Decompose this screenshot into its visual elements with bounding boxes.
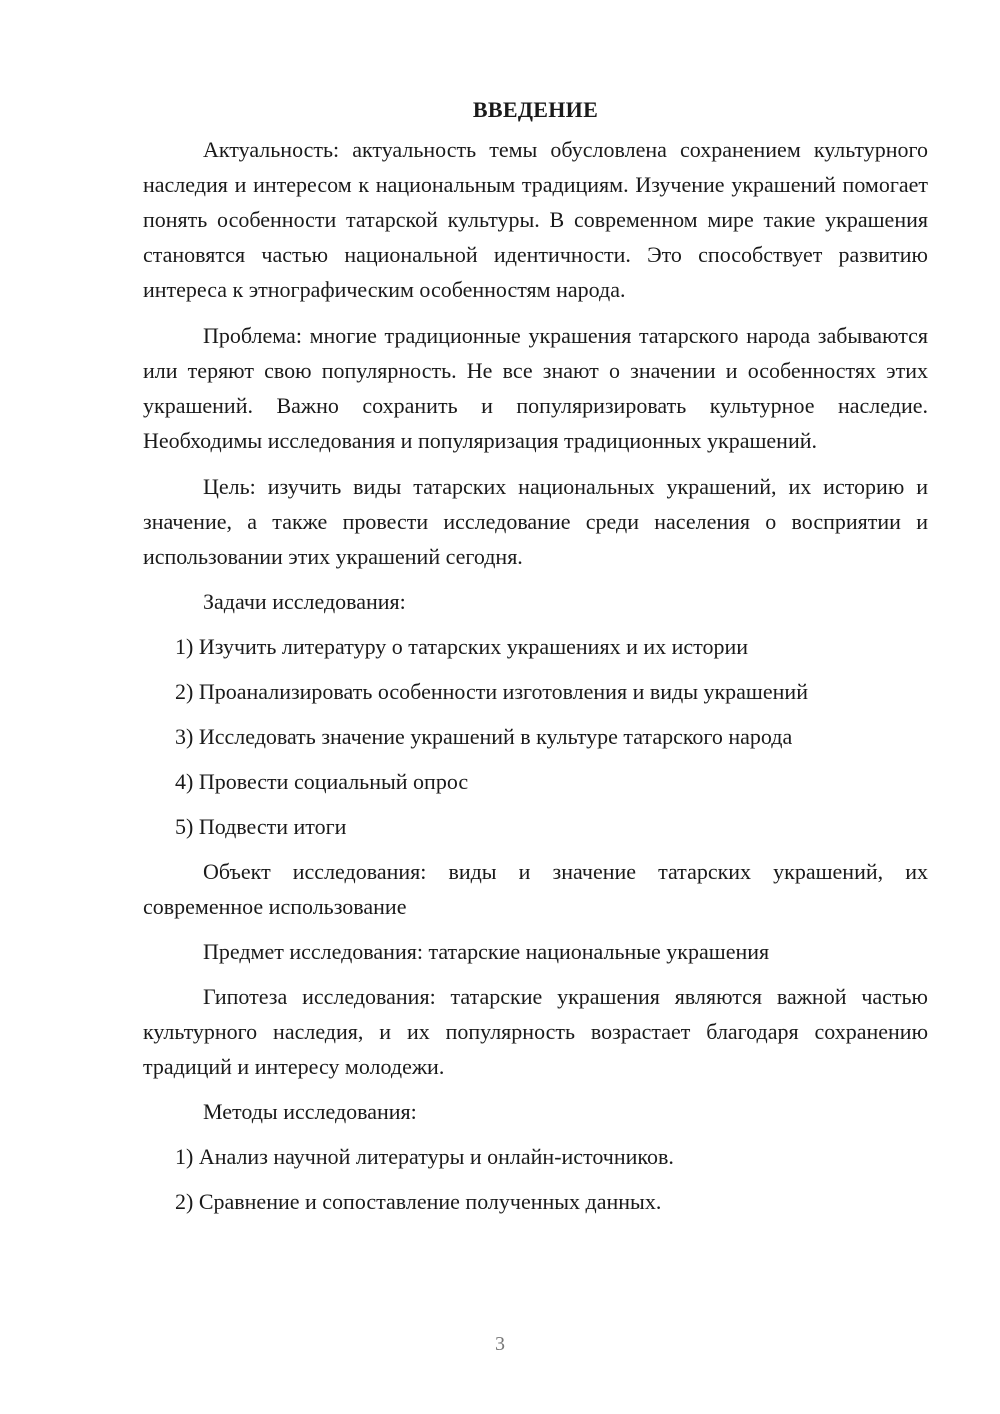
task-item-1: 1) Изучить литературу о татарских украшениях и их истории <box>175 634 749 659</box>
method-item-2: 2) Сравнение и сопоставление полученных данных. <box>175 1189 662 1214</box>
tasks-list <box>143 629 928 844</box>
task-item-5: 5) Подвести итоги <box>175 814 347 839</box>
tasks-heading: Задачи исследования: <box>203 589 406 614</box>
problem-paragraph: Проблема: многие традиционные украшения татарского народа забываются или теряют свою популярность. Не все знают о значении и особенностях этих украшений. Важно сохранить и популяризировать культурное наследие. Необходимы исследования и популяризация традиционных украшений. <box>143 323 928 453</box>
methods-heading: Методы исследования: <box>203 1099 417 1124</box>
document-page <box>143 90 928 1219</box>
relevance-paragraph: Актуальность: актуальность темы обусловлена сохранением культурного наследия и интересом к национальным традициям. Изучение украшений помогает понять особенности татарской культуры. В современном мире такие украшения становятся частью национальной идентичности. Это способствует развитию интереса к этнографическим особенностям народа. <box>143 137 928 302</box>
goal-paragraph: Цель: изучить виды татарских национальных украшений, их историю и значение, а также провести исследование среди населения о восприятии и использовании этих украшений сегодня. <box>143 474 928 569</box>
methods-list <box>143 1139 928 1219</box>
task-item-3: 3) Исследовать значение украшений в культуре татарского народа <box>175 724 793 749</box>
object-paragraph: Объект исследования: виды и значение татарских украшений, их современное использование <box>143 859 928 919</box>
task-item-4: 4) Провести социальный опрос <box>175 769 469 794</box>
section-title: ВВЕДЕНИЕ <box>472 97 599 122</box>
subject-paragraph: Предмет исследования: татарские национальные украшения <box>203 939 770 964</box>
task-item-2: 2) Проанализировать особенности изготовления и виды украшений <box>175 679 808 704</box>
page-number: 3 <box>495 1333 505 1355</box>
hypothesis-paragraph: Гипотеза исследования: татарские украшения являются важной частью культурного наследия, и их популярность возрастает благодаря сохранению традиций и интересу молодежи. <box>143 984 928 1079</box>
method-item-1: 1) Анализ научной литературы и онлайн-источников. <box>175 1144 674 1169</box>
